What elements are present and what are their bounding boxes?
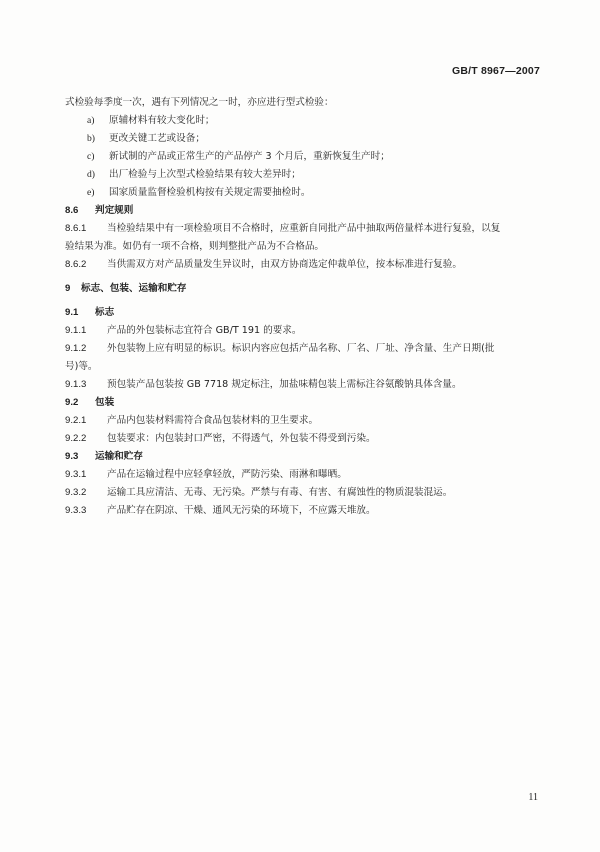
section-number: 9.3	[65, 451, 79, 462]
clause-9-1-1	[65, 324, 301, 337]
section-number: 9.1	[65, 307, 79, 318]
list-letter: b)	[87, 133, 95, 144]
section-number: 8.6	[65, 205, 79, 216]
clause-number: 9.3.2	[65, 487, 87, 498]
list-letter: e)	[87, 187, 95, 198]
clause-number: 9.3.3	[65, 505, 87, 516]
section-title: 标志、包装、运输和贮存	[81, 283, 187, 294]
list-item-d	[87, 168, 301, 181]
clause-9-1-2-line1	[65, 342, 495, 355]
list-item-text: 国家质量监督检验机构按有关规定需要抽检时。	[109, 187, 311, 198]
clause-9-2-1	[65, 414, 318, 427]
clause-8-6-2	[65, 258, 462, 271]
section-title: 标志	[95, 307, 115, 318]
section-number: 9	[65, 283, 71, 294]
clause-text: 运输工具应清洁、无毒、无污染。严禁与有毒、有害、有腐蚀性的物质混装混运。	[107, 487, 453, 498]
clause-text: 产品贮存在阴凉、干燥、通风无污染的环境下，不应露天堆放。	[107, 505, 376, 516]
section-number: 9.2	[65, 397, 79, 408]
clause-text: 产品在运输过程中应轻拿轻放，严防污染、雨淋和曝晒。	[107, 469, 347, 480]
clause-9-1-3	[65, 378, 462, 391]
standard-code-header: GB/T 8967—2007	[451, 65, 540, 77]
clause-9-1-2-line2: 号)等。	[65, 361, 98, 372]
clause-text: 当供需双方对产品质量发生异议时，由双方协商选定仲裁单位，按本标准进行复验。	[107, 259, 462, 270]
list-item-e	[87, 186, 310, 199]
section-title: 运输和贮存	[95, 451, 143, 462]
section-9-3-heading	[65, 450, 143, 463]
list-item-text: 原辅材料有较大变化时；	[109, 115, 215, 126]
section-9-heading	[65, 282, 187, 295]
clause-9-3-3	[65, 504, 376, 517]
list-letter: a)	[87, 115, 95, 126]
clause-text: 当检验结果中有一项检验项目不合格时，应重新自同批产品中抽取两倍量样本进行复验，以复	[107, 223, 501, 234]
clause-text: 外包装物上应有明显的标识。标识内容应包括产品名称、厂名、厂址、净含量、生产日期(批	[107, 343, 495, 354]
section-title: 包装	[95, 397, 115, 408]
clause-text: 产品的外包装标志宜符合 GB/T 191 的要求。	[107, 325, 302, 336]
list-letter: d)	[87, 169, 95, 180]
clause-9-3-2	[65, 486, 452, 499]
list-item-text: 更改关键工艺或设备；	[109, 133, 205, 144]
clause-8-6-1-line2: 验结果为准。如仍有一项不合格，则判整批产品为不合格品。	[65, 241, 325, 252]
page-number: 11	[528, 792, 538, 803]
list-letter: c)	[87, 151, 95, 162]
list-item-c	[87, 150, 390, 163]
clause-number: 9.1.1	[65, 325, 87, 336]
clause-number: 9.1.3	[65, 379, 87, 390]
clause-9-2-2	[65, 432, 376, 445]
list-item-b	[87, 132, 205, 145]
section-9-1-heading	[65, 306, 114, 319]
clause-number: 9.2.1	[65, 415, 87, 426]
intro-paragraph: 式检验每季度一次，遇有下列情况之一时，亦应进行型式检验：	[65, 97, 334, 108]
clause-number: 8.6.2	[65, 259, 87, 270]
clause-text: 预包装产品包装按 GB 7718 规定标注，加盐味精包装上需标注谷氨酸钠具体含量。	[107, 379, 462, 390]
clause-text: 产品内包装材料需符合食品包装材料的卫生要求。	[107, 415, 319, 426]
section-9-2-heading	[65, 396, 114, 409]
clause-8-6-1-line1	[65, 222, 500, 235]
list-item-text: 出厂检验与上次型式检验结果有较大差异时；	[109, 169, 301, 180]
clause-number: 9.3.1	[65, 469, 87, 480]
clause-text: 包装要求：内包装封口严密，不得透气，外包装不得受到污染。	[107, 433, 376, 444]
clause-number: 8.6.1	[65, 223, 87, 234]
clause-number: 9.1.2	[65, 343, 87, 354]
list-item-text: 新试制的产品或正常生产的产品停产 3 个月后，重新恢复生产时；	[109, 151, 390, 162]
clause-9-3-1	[65, 468, 347, 481]
clause-number: 9.2.2	[65, 433, 87, 444]
section-8-6-heading	[65, 204, 133, 217]
section-title: 判定规则	[95, 205, 134, 216]
list-item-a	[87, 114, 215, 127]
